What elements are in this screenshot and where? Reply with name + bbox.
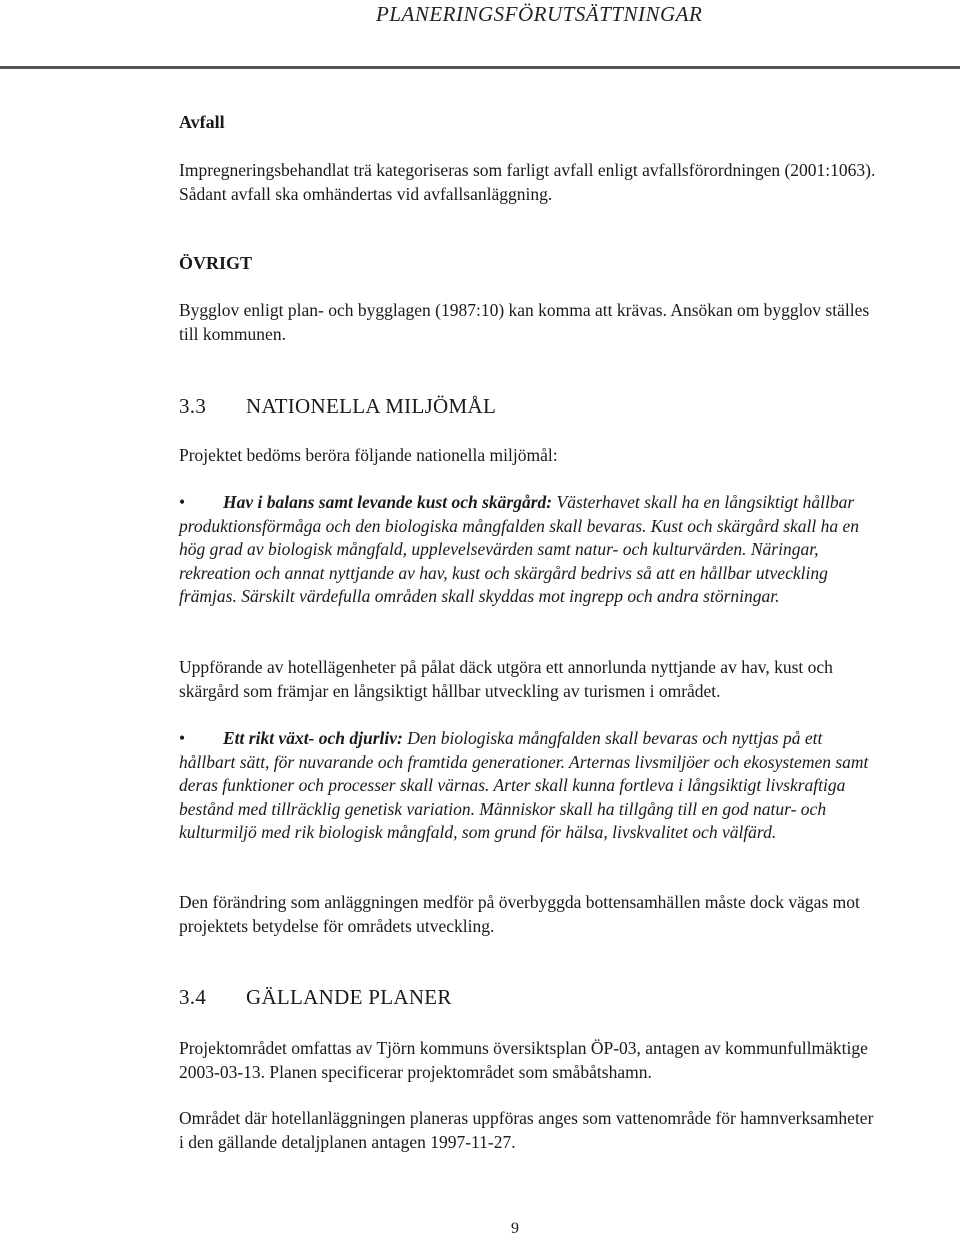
header-rule: [0, 66, 960, 69]
section-3-4-title: GÄLLANDE PLANER: [246, 985, 452, 1009]
goal-title: Hav i balans samt levande kust och skärgård:: [223, 492, 553, 512]
ovrigt-text: Bygglov enligt plan- och bygglagen (1987:10) kan komma att krävas. Ansökan om bygglov ställes till kommunen.: [179, 300, 870, 344]
section-3-4-paragraph-1: Projektområdet omfattas av Tjörn kommuns översiktsplan ÖP-03, antagen av kommunfullmäktige 2003-03-13. Planen specificerar projektområdet som småbåtshamn.: [179, 1038, 868, 1082]
bullet-icon: •: [179, 728, 186, 748]
header-title: PLANERINGSFÖRUTSÄTTNINGAR: [376, 2, 703, 26]
section-3-4-heading: [179, 985, 452, 1010]
avfall-text: Impregneringsbehandlat trä kategoriseras som farligt avfall enligt avfallsförordningen (2001:1063). Sådant avfall ska omhändertas vid avfallsanläggning.: [179, 160, 876, 204]
ovrigt-heading: ÖVRIGT: [179, 253, 253, 273]
page-header: [0, 0, 960, 68]
bullet-icon: •: [179, 492, 186, 512]
section-3-3-title: NATIONELLA MILJÖMÅL: [246, 394, 497, 418]
section-3-3-number: 3.3: [179, 394, 207, 418]
goal-bullet-rikt-vaxt-och-djurliv: [179, 727, 879, 845]
section-3-3-paragraph-2: Den förändring som anläggningen medför på överbyggda bottensamhällen måste dock vägas mot projektets betydelse för områdets utveckling.: [179, 892, 860, 936]
section-3-3-intro: Projektet bedöms beröra följande nationella miljömål:: [179, 445, 558, 465]
goal-title: Ett rikt växt- och djurliv:: [223, 728, 403, 748]
goal-description: Den biologiska mångfalden skall bevaras och nyttjas på ett hållbart sätt, för nuvarande och framtida generationer. Arternas livsmiljöer och ekosystemen samt deras funktioner och processer skall värnas. Arter skall kunna fortleva i långsiktigt livskraftiga bestånd med tillräcklig genetisk variation. Människor skall ha tillgång till en god natur- och kulturmiljö med rik biologisk mångfald, som grund för hälsa, livskvalitet och välfärd.: [179, 728, 869, 842]
goal-bullet-hav-i-balans: [179, 491, 879, 609]
section-3-3-heading: [179, 394, 496, 419]
goal-description: Västerhavet skall ha en långsiktigt hållbar produktionsförmåga och den biologiska mångfalden skall bevaras. Kust och skärgård skall ha en hög grad av biologisk mångfald, upplevelsevärden samt natur- och kulturvärden. Näringar, rekreation och annat nyttjande av hav, kust och skärgård bedrivs så att en hållbar utveckling främjas. Särskilt värdefulla områden skall skyddas mot ingrepp och andra störningar.: [179, 492, 860, 606]
avfall-heading: Avfall: [179, 112, 225, 132]
page-number: 9: [511, 1220, 519, 1237]
section-3-3-paragraph-1: Uppförande av hotellägenheter på pålat däck utgöra ett annorlunda nyttjande av hav, kust och skärgård som främjar en långsiktigt hållbar utveckling av turismen i området.: [179, 657, 833, 701]
section-3-4-number: 3.4: [179, 985, 207, 1009]
section-3-4-paragraph-2: Området där hotellanläggningen planeras uppföras anges som vattenområde för hamnverksamheter i den gällande detaljplanen antagen 1997-11-27.: [179, 1108, 874, 1152]
